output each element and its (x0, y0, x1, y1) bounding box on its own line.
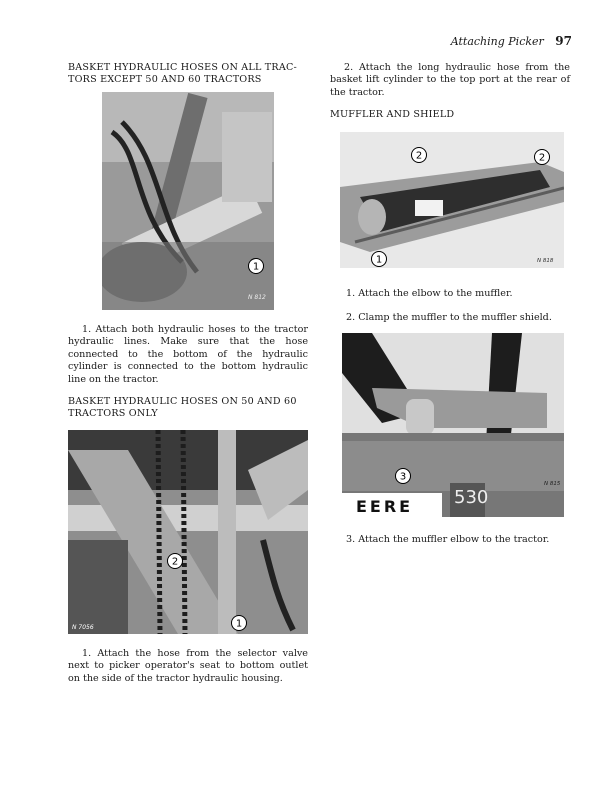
svg-text:2: 2 (171, 556, 179, 568)
step-attach-long-hose: 2. Attach the long hydraulic hose from the basket lift cylinder to the top port at the rear of the tractor. (330, 62, 570, 98)
step-clamp-muffler: 2. Clamp the muffler to the muffler shield. (346, 312, 552, 323)
negative-number: N 7056 (72, 624, 94, 631)
callout-1 (230, 614, 248, 632)
section-title: Attaching Picker (450, 35, 544, 48)
callout-1 (247, 257, 265, 275)
svg-text:1: 1 (252, 261, 260, 273)
photo-selector-valve-hose (68, 430, 308, 634)
step-attach-hoses: 1. Attach both hydraulic hoses to the tractor hydraulic lines. Make sure that the hose connected to the bottom of the hydraulic cylinder is connected to the bottom hydraulic line on the tractor. (68, 324, 308, 385)
section-heading-hoses: BASKET HYDRAULIC HOSES ON ALL TRAC- TORS EXCEPT 50 AND 60 TRACTORS (68, 62, 297, 86)
photo-muffler-elbow (342, 333, 564, 517)
svg-text:1: 1 (235, 618, 243, 630)
callout-2 (533, 148, 551, 166)
callout-2 (410, 146, 428, 164)
section-heading-muffler: MUFFLER AND SHIELD (330, 109, 455, 120)
photo-hydraulic-hoses (102, 92, 274, 310)
negative-number: N 818 (537, 258, 554, 264)
page-number: 97 (555, 34, 572, 48)
svg-text:1: 1 (375, 254, 383, 266)
step-attach-selector-hose: 1. Attach the hose from the selector valve next to picker operator's seat to bottom outlet on the side of the tractor hydraulic housing. (68, 648, 308, 684)
callout-1 (370, 250, 388, 268)
negative-number: N 815 (544, 481, 561, 487)
decal-deere: EERE (356, 497, 414, 516)
page-header (451, 34, 572, 48)
svg-text:2: 2 (415, 150, 423, 162)
decal-model: 530 (454, 487, 489, 508)
step-attach-elbow: 1. Attach the elbow to the muffler. (346, 288, 513, 299)
step-attach-muffler-elbow: 3. Attach the muffler elbow to the tractor. (346, 534, 550, 545)
photo-muffler-shield (340, 132, 564, 268)
callout-3 (394, 467, 412, 485)
svg-text:3: 3 (399, 471, 407, 483)
callout-2 (166, 552, 184, 570)
section-heading-50-60: BASKET HYDRAULIC HOSES ON 50 AND 60 TRACTORS ONLY (68, 396, 297, 420)
svg-text:2: 2 (538, 152, 546, 164)
negative-number: N 812 (248, 294, 266, 301)
